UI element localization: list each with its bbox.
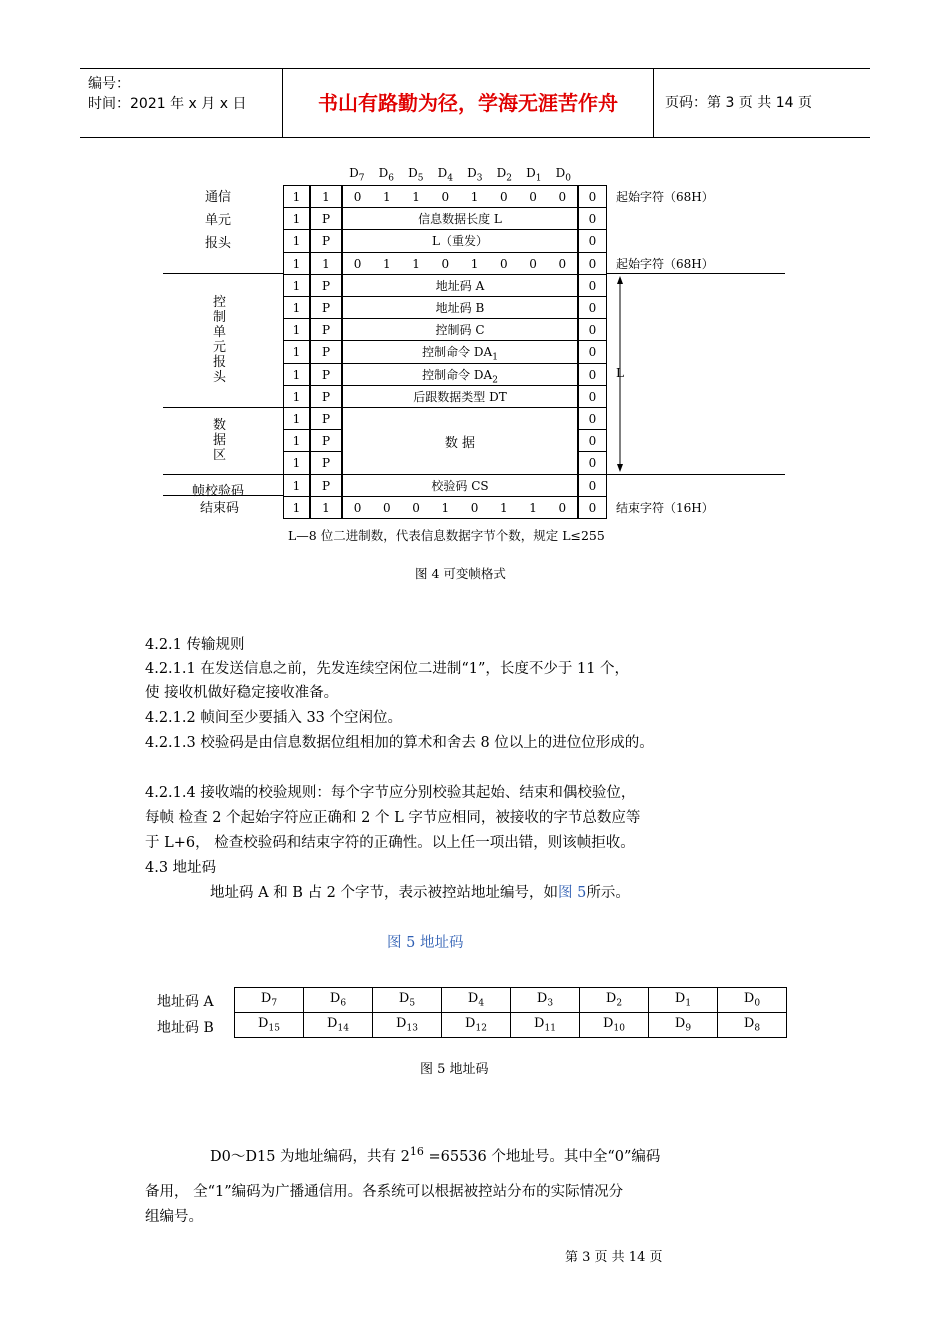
table-cell: $D_{12}$ (442, 1013, 511, 1038)
frame-row-content: L（重发） (342, 229, 578, 252)
frame-row-cell: P (310, 296, 342, 319)
para-4-2-1-3: 4.2.1.3 校验码是由信息数据位组相加的算术和舍去 8 位以上的进位位形成的。 (145, 735, 654, 751)
bit-value: 0 (500, 190, 508, 204)
bit-label: $D_3$ (467, 166, 483, 184)
number-label: 编号： (88, 76, 130, 92)
frame-row-content: 控制命令 $DA_1$ (342, 340, 578, 363)
table-cell: $D_0$ (718, 988, 787, 1013)
bit-label: $D_5$ (408, 166, 424, 184)
figure-5-caption: 图 5 地址码 (420, 1062, 489, 1077)
frame-row-content: 校验码 CS (342, 474, 578, 497)
section-4-2-1: 4.2.1 传输规则 (145, 637, 245, 653)
bit-value: 0 (383, 500, 391, 515)
bit-label: $D_4$ (437, 166, 453, 184)
frame-row-cell: 0 (578, 451, 607, 474)
header-left (80, 69, 283, 137)
frame-row-cell: P (310, 207, 342, 230)
addr-row-b-label: 地址码 B (157, 1020, 214, 1036)
group-label-end: 结束码 (200, 501, 240, 516)
page-header (80, 68, 870, 138)
bit-value: 0 (353, 256, 362, 271)
bit-value: 0 (353, 190, 362, 204)
frame-row-content: 信息数据长度 L (342, 207, 578, 230)
addr-row-a-label: 地址码 A (157, 994, 214, 1010)
bit-value: 0 (353, 500, 362, 515)
group-label: 报头 (205, 236, 232, 251)
frame-row-content: 控制码 C (342, 318, 578, 341)
frame-row-cell: 0 (578, 185, 607, 208)
frame-row-cell: P (310, 363, 342, 386)
frame-row-cell: 0 (578, 407, 607, 430)
frame-row-cell: P (310, 274, 342, 297)
frame-row-content (342, 185, 578, 208)
bit-value: 0 (500, 256, 508, 271)
bit-value: 1 (383, 190, 391, 204)
bit-value: 0 (470, 500, 479, 515)
table-row (235, 988, 787, 1013)
table-cell: $D_{11}$ (511, 1013, 580, 1038)
frame-row-cell: 1 (283, 296, 310, 319)
separator-line (163, 273, 283, 274)
para-4-3 (210, 881, 630, 905)
table-cell: $D_2$ (580, 988, 649, 1013)
bit-value: 1 (470, 190, 479, 204)
frame-row-cell: 1 (283, 385, 310, 408)
frame-row-cell: 1 (310, 185, 342, 208)
para-4-2-1-4-line2: 每帧 检查 2 个起始字符应正确和 2 个 L 字节应相同，被接收的字节总数应等 (145, 810, 641, 826)
table-cell: $D_{14}$ (304, 1013, 373, 1038)
frame-row-cell: 1 (283, 185, 310, 208)
bit-value: 0 (558, 500, 567, 515)
bit-value: 1 (529, 500, 537, 515)
frame-row-cell: 0 (578, 252, 607, 275)
frame-row-cell: 1 (283, 407, 310, 430)
group-label-data: 数据区 (213, 418, 227, 463)
bit-label: $D_7$ (349, 166, 365, 184)
para-4-2-1-1-line2: 使 接收机做好稳定接收准备。 (145, 685, 339, 701)
bit-value: 0 (529, 190, 537, 204)
table-cell: $D_{10}$ (580, 1013, 649, 1038)
frame-row-cell: 0 (578, 385, 607, 408)
group-label: 通信 (205, 190, 232, 205)
frame-row-cell: 1 (283, 252, 310, 275)
frame-row-cell: 0 (578, 340, 607, 363)
exponent: 16 (409, 1145, 424, 1158)
frame-row-content: 地址码 B (342, 296, 578, 319)
group-label-checksum: 帧校验码 (192, 484, 245, 499)
table-cell: $D_1$ (649, 988, 718, 1013)
bit-value: 1 (441, 500, 450, 515)
frame-row-content: 地址码 A (342, 274, 578, 297)
frame-row-content (342, 496, 578, 519)
para-broadcast-line1: 备用， 全“1”编码为广播通信用。各系统可以根据被控站分布的实际情况分 (145, 1184, 624, 1200)
length-label: L (616, 366, 624, 380)
page-label: 页码：第 3 页 共 14 页 (665, 95, 812, 111)
frame-note: L—8 位二进制数，代表信息数据字节个数，规定 L≤255 (288, 528, 605, 543)
separator-line (163, 407, 283, 408)
para-4-2-1-4-line1: 4.2.1.4 接收端的校验规则：每个字节应分别校验其起始、结束和偶校验位， (145, 785, 636, 801)
frame-row-cell: 1 (283, 207, 310, 230)
para-4-2-1-1-line1: 4.2.1.1 在发送信息之前，先发连续空闲位二进制“1”，长度不少于 11 个， (145, 661, 630, 677)
separator-line (607, 474, 785, 475)
bit-value: 0 (558, 190, 567, 204)
frame-row-cell: 1 (283, 363, 310, 386)
bit-value: 0 (441, 190, 450, 204)
para-4-2-1-4-line3: 于 L+6， 检查校验码和结束字符的正确性。以上任一项出错，则该帧拒收。 (145, 835, 635, 851)
para-address-range (210, 1140, 660, 1169)
bit-value: 1 (470, 256, 479, 271)
bit-value: 1 (412, 256, 420, 271)
frame-row-cell: P (310, 340, 342, 363)
bit-label: $D_1$ (526, 166, 542, 184)
table-cell: $D_7$ (235, 988, 304, 1013)
para-4-3-text-end: 所示。 (586, 885, 630, 901)
frame-row-cell: P (310, 451, 342, 474)
bit-header (342, 166, 578, 183)
table-cell: $D_{15}$ (235, 1013, 304, 1038)
bit-value: 1 (500, 500, 508, 515)
bit-value: 1 (412, 190, 420, 204)
frame-row-cell: 0 (578, 274, 607, 297)
table-cell: $D_6$ (304, 988, 373, 1013)
frame-row-cell: 1 (283, 474, 310, 497)
frame-row-cell: P (310, 318, 342, 341)
frame-row-cell: 0 (578, 318, 607, 341)
figure-5-link[interactable]: 图 5 (558, 885, 587, 901)
table-cell: $D_3$ (511, 988, 580, 1013)
bit-label: $D_2$ (496, 166, 512, 184)
frame-row-cell: P (310, 429, 342, 452)
frame-row-cell: 0 (578, 207, 607, 230)
figure-4-caption: 图 4 可变帧格式 (415, 566, 506, 581)
frame-row-cell: 0 (578, 229, 607, 252)
frame-row-note: 起始字符（68H） (616, 190, 714, 204)
frame-row-cell: 0 (578, 474, 607, 497)
frame-row-cell: 1 (283, 340, 310, 363)
frame-row-note: 起始字符（68H） (616, 256, 714, 271)
frame-row-cell: P (310, 385, 342, 408)
para-broadcast-line2: 组编号。 (145, 1209, 203, 1225)
frame-row-cell: 0 (578, 496, 607, 519)
frame-row-cell: 1 (283, 496, 310, 519)
figure-5-title-link[interactable]: 图 5 地址码 (387, 935, 464, 951)
para-address-range-text: D0～D15 为地址编码，共有 2 (210, 1148, 410, 1165)
table-cell: $D_4$ (442, 988, 511, 1013)
frame-row-content (342, 252, 578, 275)
para-4-2-1-2: 4.2.1.2 帧间至少要插入 33 个空闲位。 (145, 710, 403, 726)
section-4-3: 4.3 地址码 (145, 860, 217, 876)
frame-row-cell: 1 (310, 252, 342, 275)
frame-row-cell: 1 (283, 318, 310, 341)
group-label-control: 控制单元报头 (213, 295, 227, 385)
motto: 书山有路勤为径，学海无涯苦作舟 (283, 69, 654, 137)
group-label: 单元 (205, 213, 232, 228)
bit-value: 0 (558, 256, 567, 271)
bit-value: 0 (412, 500, 420, 515)
bit-label: $D_0$ (555, 166, 571, 184)
bit-label: $D_6$ (378, 166, 394, 184)
separator-line (163, 495, 283, 496)
frame-row-cell: P (310, 407, 342, 430)
table-cell: $D_{13}$ (373, 1013, 442, 1038)
frame-row-cell: P (310, 474, 342, 497)
bit-value: 0 (441, 256, 450, 271)
frame-row-cell: 1 (283, 274, 310, 297)
separator-line (607, 273, 785, 274)
frame-row-content (342, 407, 578, 430)
table-cell: $D_8$ (718, 1013, 787, 1038)
frame-row-cell: P (310, 229, 342, 252)
frame-row-cell: 1 (283, 451, 310, 474)
frame-row-cell: 0 (578, 296, 607, 319)
frame-row-cell: 1 (310, 496, 342, 519)
separator-line (163, 474, 283, 475)
frame-row-cell: 1 (283, 429, 310, 452)
para-address-range-text-end: =65536 个地址号。其中全“0”编码 (423, 1148, 661, 1165)
frame-row-content: 后跟数据类型 DT (342, 385, 578, 408)
frame-row-content: 控制命令 $DA_2$ (342, 363, 578, 386)
table-cell: $D_5$ (373, 988, 442, 1013)
time-label: 时间：2021 年 x 月 x 日 (88, 96, 247, 112)
data-area-label: 数 据 (444, 436, 476, 451)
frame-row-note: 结束字符（16H） (616, 500, 714, 515)
bit-value: 0 (529, 256, 537, 271)
bit-value: 1 (383, 256, 391, 271)
table-row (235, 1013, 787, 1038)
address-code-table (234, 987, 787, 1038)
table-cell: $D_9$ (649, 1013, 718, 1038)
para-4-3-text: 地址码 A 和 B 占 2 个字节，表示被控站地址编号，如 (210, 885, 559, 901)
frame-row-content (342, 451, 578, 474)
page-footer: 第 3 页 共 14 页 (565, 1250, 663, 1265)
frame-row-cell: 0 (578, 363, 607, 386)
frame-row-cell: 0 (578, 429, 607, 452)
frame-row-cell: 1 (283, 229, 310, 252)
